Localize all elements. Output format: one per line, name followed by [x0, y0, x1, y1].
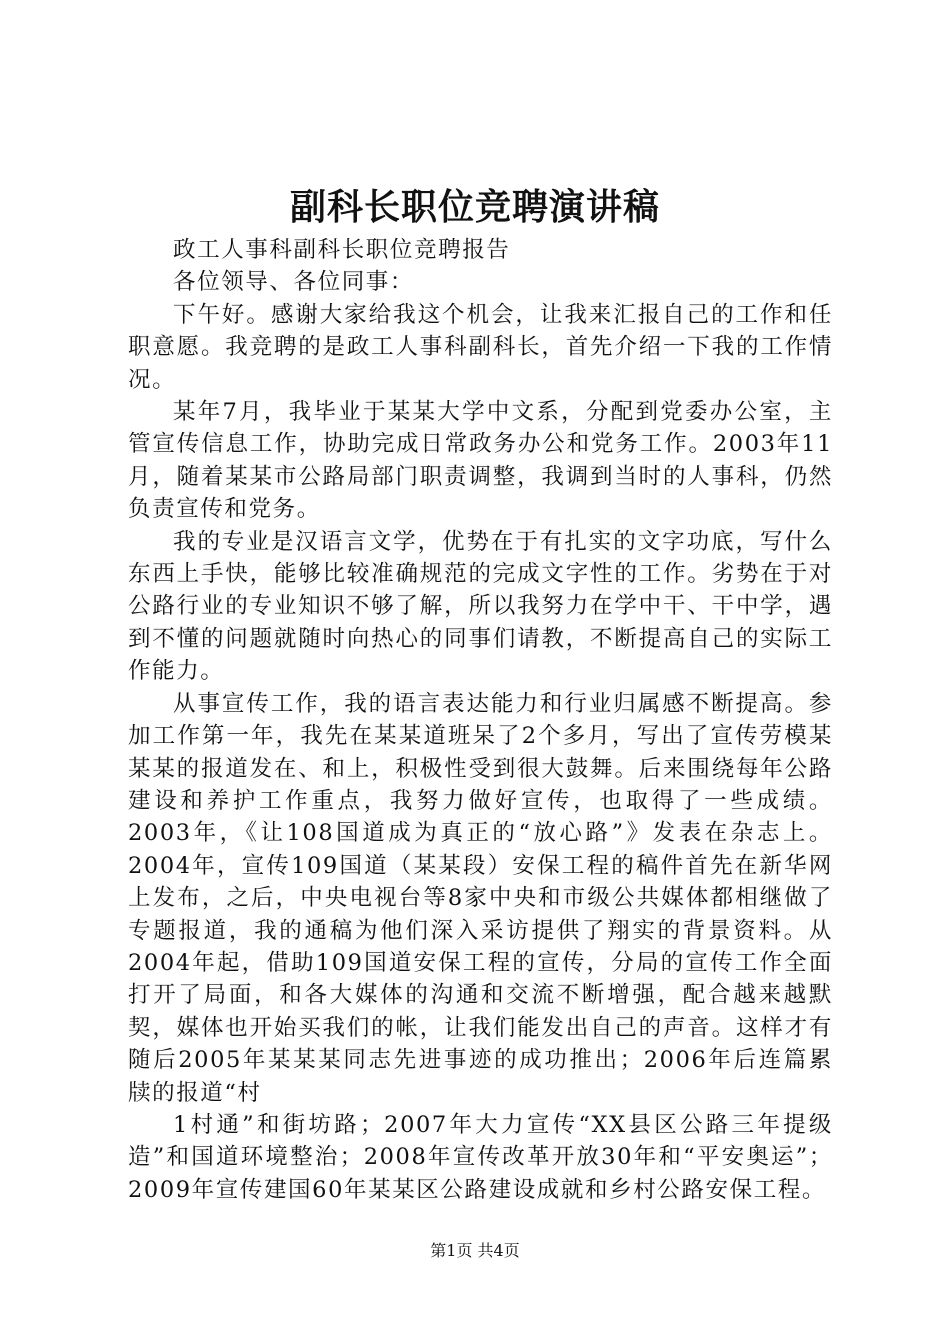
page-title: 副科长职位竞聘演讲稿: [289, 186, 660, 228]
body-paragraph: 某年7月，我毕业于某某大学中文系，分配到党委办公室，主管宣传信息工作，协助完成日常政务办公和党务工作。2003年11月，随着某某市公路局部门职责调整，我调到当时的人事科，仍然负责宣传和党务。: [128, 399, 833, 523]
body-paragraph: 1村通”和街坊路；2007年大力宣传“XX县区公路三年提级造”和国道环境整治；2008年宣传改革开放30年和“平安奥运”；2009年宣传建国60年某某区公路建设成就和乡村公路安保工程。: [128, 1111, 833, 1203]
document-body: [128, 234, 833, 1206]
page-number-footer: 第1页 共4页: [430, 1241, 520, 1260]
body-paragraph: 从事宣传工作，我的语言表达能力和行业归属感不断提高。参加工作第一年，我先在某某道班呆了2个多月，写出了宣传劳模某某某的报道发在、和上，积极性受到很大鼓舞。后来围绕每年公路建设和养护工作重点，我努力做好宣传，也取得了一些成绩。2003年，《让108国道成为真正的“放心路”》发表在杂志上。2004年，宣传109国道（某某段）安保工程的稿件首先在新华网上发布，之后，中央电视台等8家中央和市级公共媒体都相继做了专题报道，我的通稿为他们深入采访提供了翔实的背景资料。从2004年起，借助109国道安保工程的宣传，分局的宣传工作全面打开了局面，和各大媒体的沟通和交流不断增强，配合越来越默契，媒体也开始买我们的帐，让我们能发出自己的声音。这样才有随后2005年某某某同志先进事迹的成功推出；2006年后连篇累牍的报道“村: [128, 690, 833, 1106]
subtitle-line: 政工人事科副科长职位竞聘报告: [173, 237, 511, 263]
body-paragraph: 我的专业是汉语言文学，优势在于有扎实的文字功底，写什么东西上手快，能够比较准确规范的完成文字性的工作。劣势在于对公路行业的专业知识不够了解，所以我努力在学中干、干中学，遇到不懂的问题就随时向热心的同事们请教，不断提高自己的实际工作能力。: [128, 528, 833, 685]
salutation-line: 各位领导、各位同事：: [173, 269, 415, 296]
body-paragraph: 下午好。感谢大家给我这个机会，让我来汇报自己的工作和任职意愿。我竞聘的是政工人事科副科长，首先介绍一下我的工作情况。: [128, 301, 833, 393]
